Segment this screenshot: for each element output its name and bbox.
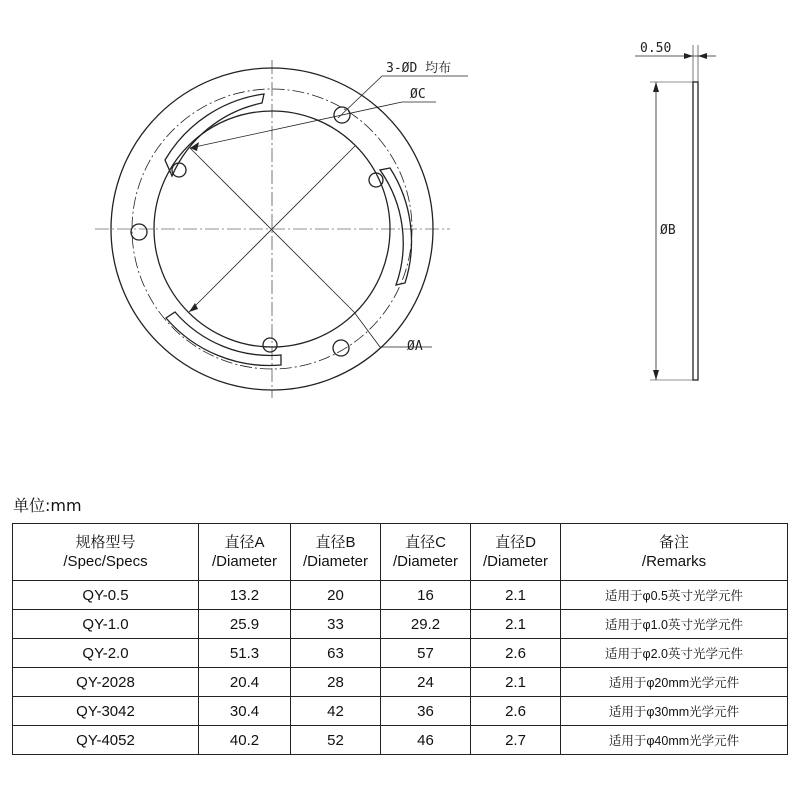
label-B: ØB — [660, 223, 676, 238]
cell-remark: 适用于φ0.5英寸光学元件 — [561, 581, 788, 610]
cell-diameter-a: 13.2 — [199, 581, 291, 610]
header-diameter-b: 直径B /Diameter — [291, 524, 381, 581]
cell-diameter-c: 29.2 — [381, 610, 471, 639]
cell-diameter-c: 46 — [381, 726, 471, 755]
cell-diameter-b: 33 — [291, 610, 381, 639]
cell-diameter-b: 52 — [291, 726, 381, 755]
table-row — [13, 610, 788, 639]
label-A: ØA — [407, 339, 423, 354]
table-row — [13, 697, 788, 726]
unit-label: 单位:mm — [13, 496, 82, 515]
cell-spec: QY-4052 — [13, 726, 199, 755]
dimension-line-C — [190, 102, 402, 148]
table-row — [13, 668, 788, 697]
arrow-thk-left — [684, 53, 693, 59]
table-row — [13, 581, 788, 610]
cell-spec: QY-1.0 — [13, 610, 199, 639]
cell-diameter-c: 36 — [381, 697, 471, 726]
arrow-B-bottom — [653, 370, 659, 380]
cell-diameter-d: 2.7 — [471, 726, 561, 755]
spec-table — [12, 523, 788, 755]
cell-remark: 适用于φ1.0英寸光学元件 — [561, 610, 788, 639]
hole-left — [131, 224, 147, 240]
label-thickness: 0.50 — [640, 41, 672, 56]
label-C: ØC — [410, 87, 426, 102]
cell-diameter-a: 51.3 — [199, 639, 291, 668]
cell-remark: 适用于φ30mm光学元件 — [561, 697, 788, 726]
cell-spec: QY-2.0 — [13, 639, 199, 668]
header-diameter-a: 直径A /Diameter — [199, 524, 291, 581]
cell-diameter-a: 20.4 — [199, 668, 291, 697]
arrow-thk-right — [698, 53, 707, 59]
header-diameter-c: 直径C /Diameter — [381, 524, 471, 581]
cell-remark: 适用于φ20mm光学元件 — [561, 668, 788, 697]
table-row — [13, 639, 788, 668]
cell-diameter-c: 24 — [381, 668, 471, 697]
cell-diameter-b: 42 — [291, 697, 381, 726]
cell-diameter-d: 2.6 — [471, 697, 561, 726]
slot-right — [380, 168, 412, 285]
cell-diameter-c: 57 — [381, 639, 471, 668]
header-remarks: 备注 /Remarks — [561, 524, 788, 581]
cell-spec: QY-0.5 — [13, 581, 199, 610]
cell-remark: 适用于φ2.0英寸光学元件 — [561, 639, 788, 668]
cell-spec: QY-3042 — [13, 697, 199, 726]
cell-diameter-d: 2.1 — [471, 581, 561, 610]
cell-diameter-a: 40.2 — [199, 726, 291, 755]
hole-slot-end-3 — [263, 338, 277, 352]
cell-diameter-a: 30.4 — [199, 697, 291, 726]
label-D: 3-ØD 均布 — [386, 61, 452, 76]
table-row — [13, 726, 788, 755]
leader-line-A — [354, 312, 380, 347]
cell-diameter-c: 16 — [381, 581, 471, 610]
cell-diameter-d: 2.1 — [471, 610, 561, 639]
hole-slot-end-2 — [369, 173, 383, 187]
header-diameter-d: 直径D /Diameter — [471, 524, 561, 581]
slot-bottom — [166, 312, 281, 366]
cell-diameter-a: 25.9 — [199, 610, 291, 639]
cell-diameter-b: 63 — [291, 639, 381, 668]
cell-diameter-b: 28 — [291, 668, 381, 697]
cell-spec: QY-2028 — [13, 668, 199, 697]
table-header-row — [13, 524, 788, 581]
cell-diameter-b: 20 — [291, 581, 381, 610]
cell-remark: 适用于φ40mm光学元件 — [561, 726, 788, 755]
cell-diameter-d: 2.6 — [471, 639, 561, 668]
leader-line-D — [338, 76, 382, 118]
header-spec: 规格型号 /Spec/Specs — [13, 524, 199, 581]
side-view-plate — [693, 82, 698, 380]
arrow-B-top — [653, 82, 659, 92]
hole-lower-right — [333, 340, 349, 356]
cell-diameter-d: 2.1 — [471, 668, 561, 697]
